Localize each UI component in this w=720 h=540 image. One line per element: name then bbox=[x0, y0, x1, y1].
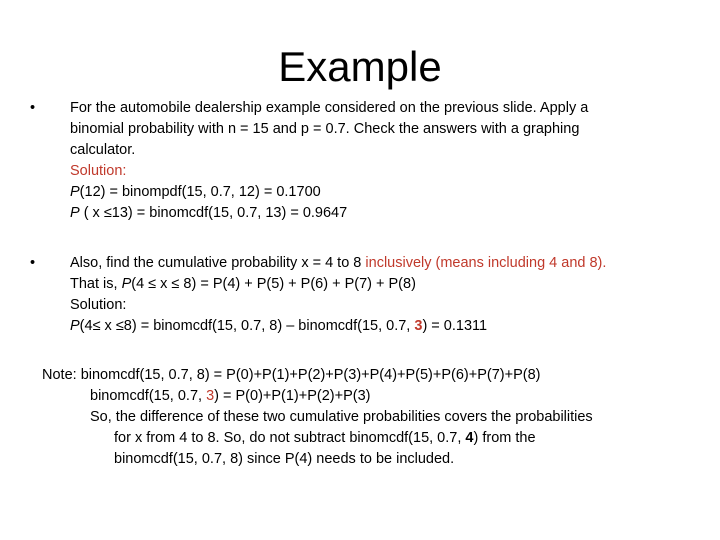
prob-symbol: P bbox=[70, 184, 80, 200]
bullet2-equation bbox=[70, 316, 690, 337]
slide-title: Example bbox=[278, 43, 442, 90]
bullet1-solution-label: Solution: bbox=[70, 163, 127, 179]
note-label: Note: bbox=[42, 367, 77, 383]
note-line3: So, the difference of these two cumulative probabilities covers the probabilities bbox=[90, 409, 593, 425]
line-text: (4 ≤ x ≤ 8) = P(4) + P(5) + P(6) + P(7) + P(8) bbox=[131, 276, 416, 292]
prob-symbol: P bbox=[121, 276, 132, 292]
line-text: Also, find the cumulative probability x = 4 to 8 bbox=[70, 255, 366, 271]
bullet-body bbox=[70, 253, 690, 337]
equation-text: (12) = binompdf(15, 0.7, 12) = 0.1700 bbox=[79, 184, 321, 200]
note-line5: binomcdf(15, 0.7, 8) since P(4) needs to be included. bbox=[114, 451, 455, 467]
note-text: binomcdf(15, 0.7, 8) = P(0)+P(1)+P(2)+P(3)+P(4)+P(5)+P(6)+P(7)+P(8) bbox=[76, 367, 541, 383]
note-text: binomcdf(15, 0.7, bbox=[90, 388, 207, 404]
bullet1-line2: binomial probability with n = 15 and p = 0.7. Check the answers with a graphing bbox=[70, 121, 580, 137]
bullet-marker: • bbox=[30, 255, 36, 271]
equation-text: ) = 0.1311 bbox=[422, 318, 488, 334]
inclusive-note: inclusively (means including 4 and 8). bbox=[365, 255, 607, 271]
prob-symbol: P bbox=[70, 318, 80, 334]
note-text: for x from 4 to 8. So, do not subtract binomcdf(15, 0.7, bbox=[114, 430, 466, 446]
bullet2-solution-label: Solution: bbox=[70, 297, 127, 313]
note-text: ) from the bbox=[473, 430, 536, 446]
note-block bbox=[42, 365, 682, 470]
line-text: That is, bbox=[70, 276, 122, 292]
bullet-body bbox=[70, 98, 690, 224]
bullet1-equation-pdf bbox=[70, 182, 690, 203]
bullet1-equation-cdf bbox=[70, 203, 690, 224]
bullet2-line2 bbox=[70, 274, 690, 295]
prob-symbol: P bbox=[70, 205, 80, 221]
note-text: ) = P(0)+P(1)+P(2)+P(3) bbox=[214, 388, 371, 404]
equation-text: ( x ≤13) = binomcdf(15, 0.7, 13) = 0.9647 bbox=[79, 205, 348, 221]
bullet-marker: • bbox=[30, 100, 36, 116]
note-line4 bbox=[42, 428, 682, 449]
highlight-value: 3 bbox=[206, 388, 215, 404]
note-line1 bbox=[42, 365, 682, 386]
bullet1-line1: For the automobile dealership example considered on the previous slide. Apply a bbox=[70, 100, 589, 116]
bullet2-line1 bbox=[70, 253, 690, 274]
equation-text: (4≤ x ≤8) = binomcdf(15, 0.7, 8) – binomcdf(15, 0.7, bbox=[79, 318, 415, 334]
bullet1-line3: calculator. bbox=[70, 142, 136, 158]
note-line2 bbox=[42, 386, 682, 407]
highlight-value: 3 bbox=[414, 318, 423, 334]
highlight-value: 4 bbox=[465, 430, 474, 446]
